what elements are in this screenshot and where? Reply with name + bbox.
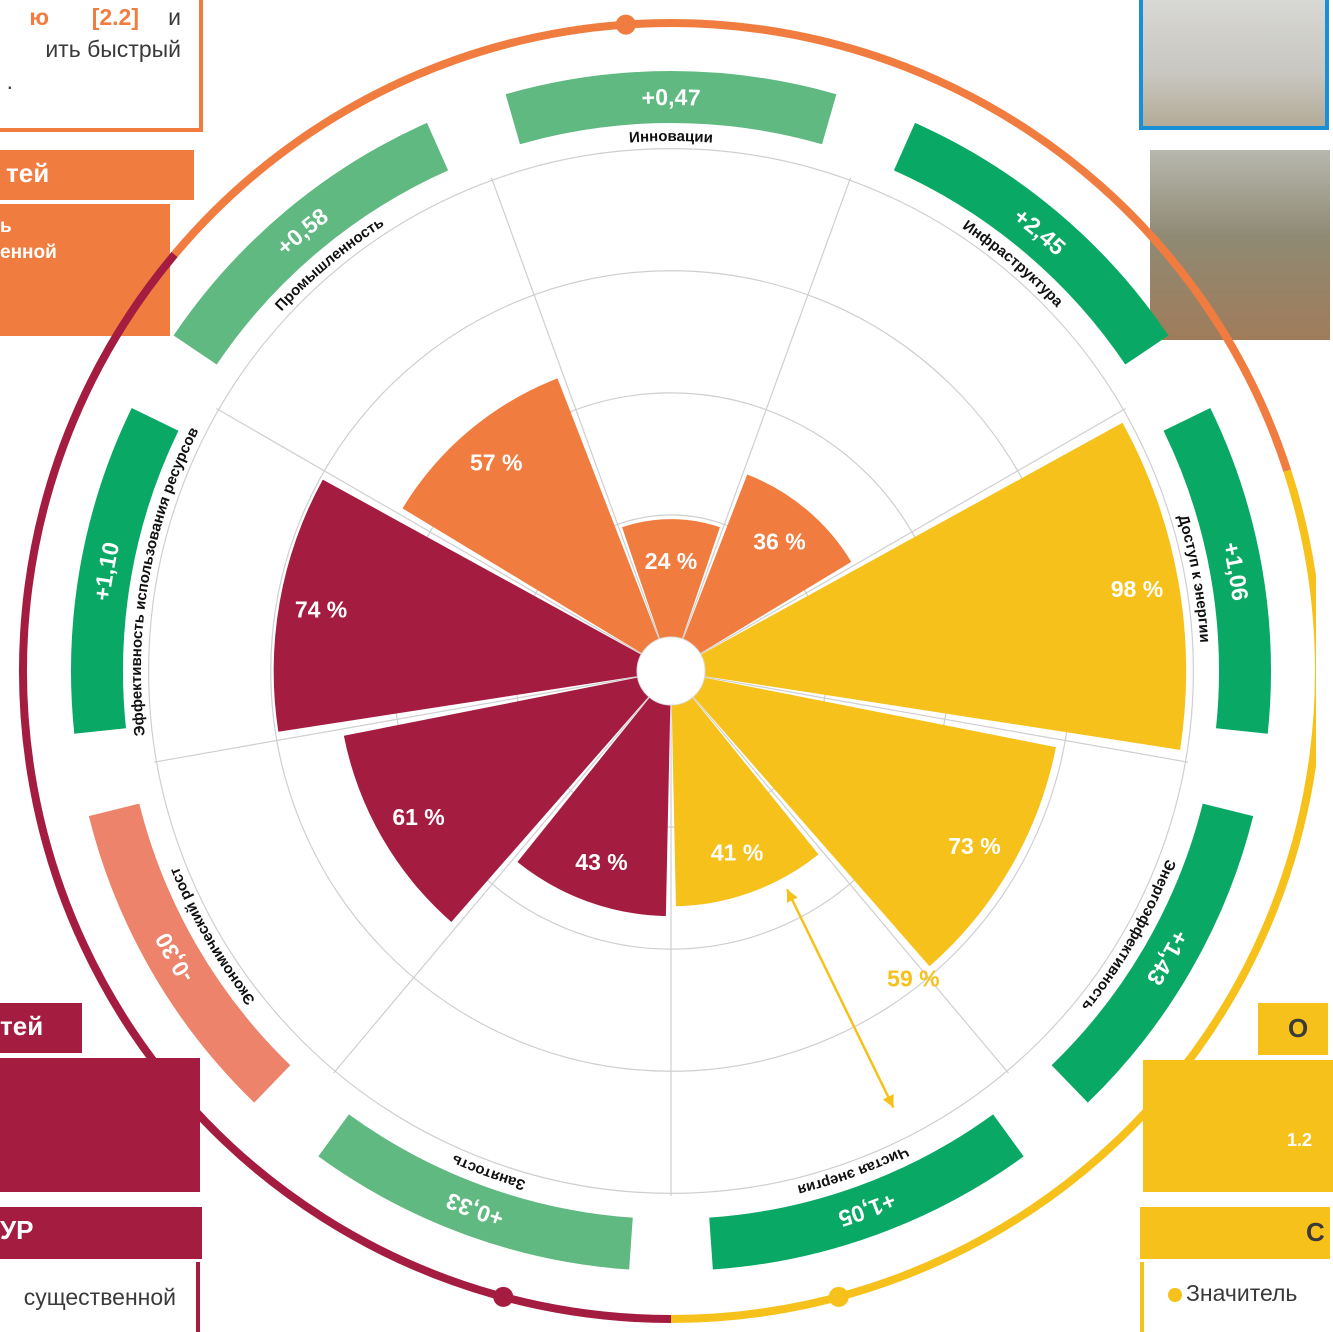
rim-marker-dot (493, 1287, 513, 1307)
center-hole (637, 637, 705, 705)
score-block-3 (1052, 804, 1254, 1103)
text-line-1-tail: и (168, 4, 181, 30)
sector-value-label: 74 % (294, 596, 348, 623)
right-yellow-heading-2-text: С (1306, 1217, 1325, 1247)
score-block-1 (894, 123, 1169, 365)
left-crimson-text-line: существенной (23, 1284, 176, 1310)
left-crimson-heading-text: тей (0, 1011, 44, 1041)
score-value-text: +0,47 (641, 83, 701, 111)
right-yellow-heading-text: О (1288, 1013, 1309, 1043)
sector-value-label: 61 % (392, 803, 445, 830)
sector-value-label: 57 % (470, 449, 523, 476)
text-reference-link[interactable]: [2.2] (91, 4, 139, 30)
category-label-text: Доступ к энергии (1174, 512, 1214, 644)
left-orange-heading-text: тей (6, 158, 50, 188)
score-value-text: +1,05 (835, 1187, 900, 1233)
sector-value-label: 98 % (1110, 575, 1164, 602)
score-block-8 (174, 123, 449, 365)
text-line-3: . (6, 68, 13, 94)
rim-marker-dot (829, 1287, 849, 1307)
rim-marker-dot (616, 15, 636, 35)
sector-value-label: 41 % (710, 839, 764, 866)
annotation-arrow (787, 889, 893, 1107)
sector-value-label: 36 % (753, 528, 806, 555)
sector-value-label: 73 % (948, 833, 1001, 860)
category-label-text: Чистая энергия (795, 1142, 912, 1199)
right-bullet-text: Значитель (1186, 1280, 1298, 1306)
score-value-text: +0,33 (442, 1187, 507, 1233)
category-label-text: Инфраструктура (959, 217, 1067, 311)
category-label-text: Эффективность использования ресурсов (127, 424, 203, 738)
score-block-7 (71, 408, 178, 734)
score-value-text: +1,43 (1141, 926, 1194, 991)
category-label-text: Промышленность (271, 214, 387, 315)
category-label-text: Инновации (628, 127, 714, 147)
left-orange-line-1: ь (0, 216, 12, 237)
text-line-2: ить быстрый (45, 36, 181, 62)
category-label-text: Занятость (448, 1150, 528, 1194)
category-label-text: Экономический рост (166, 864, 259, 1008)
text-highlight: ю (29, 4, 49, 30)
right-yellow-value: 1.2 (1287, 1130, 1313, 1150)
score-value-text: +1,06 (1217, 539, 1254, 603)
category-label-text: Энергоэффективность (1078, 857, 1179, 1015)
score-value-text: -0,30 (149, 928, 199, 988)
score-value-label (641, 84, 701, 111)
left-crimson-heading-2-text: УР (0, 1215, 34, 1245)
score-block-6 (89, 804, 291, 1103)
sector-value-label: 43 % (575, 848, 628, 875)
category-label (629, 128, 714, 147)
score-value-text: +2,45 (1009, 202, 1071, 261)
score-value-text: +0,58 (271, 202, 333, 261)
score-value-text: +1,10 (88, 539, 125, 603)
category-arc-guide (498, 141, 843, 170)
left-orange-line-2: енной (0, 242, 57, 263)
annotation-label: 59 % (887, 965, 940, 992)
sector-value-label: 24 % (644, 548, 698, 575)
